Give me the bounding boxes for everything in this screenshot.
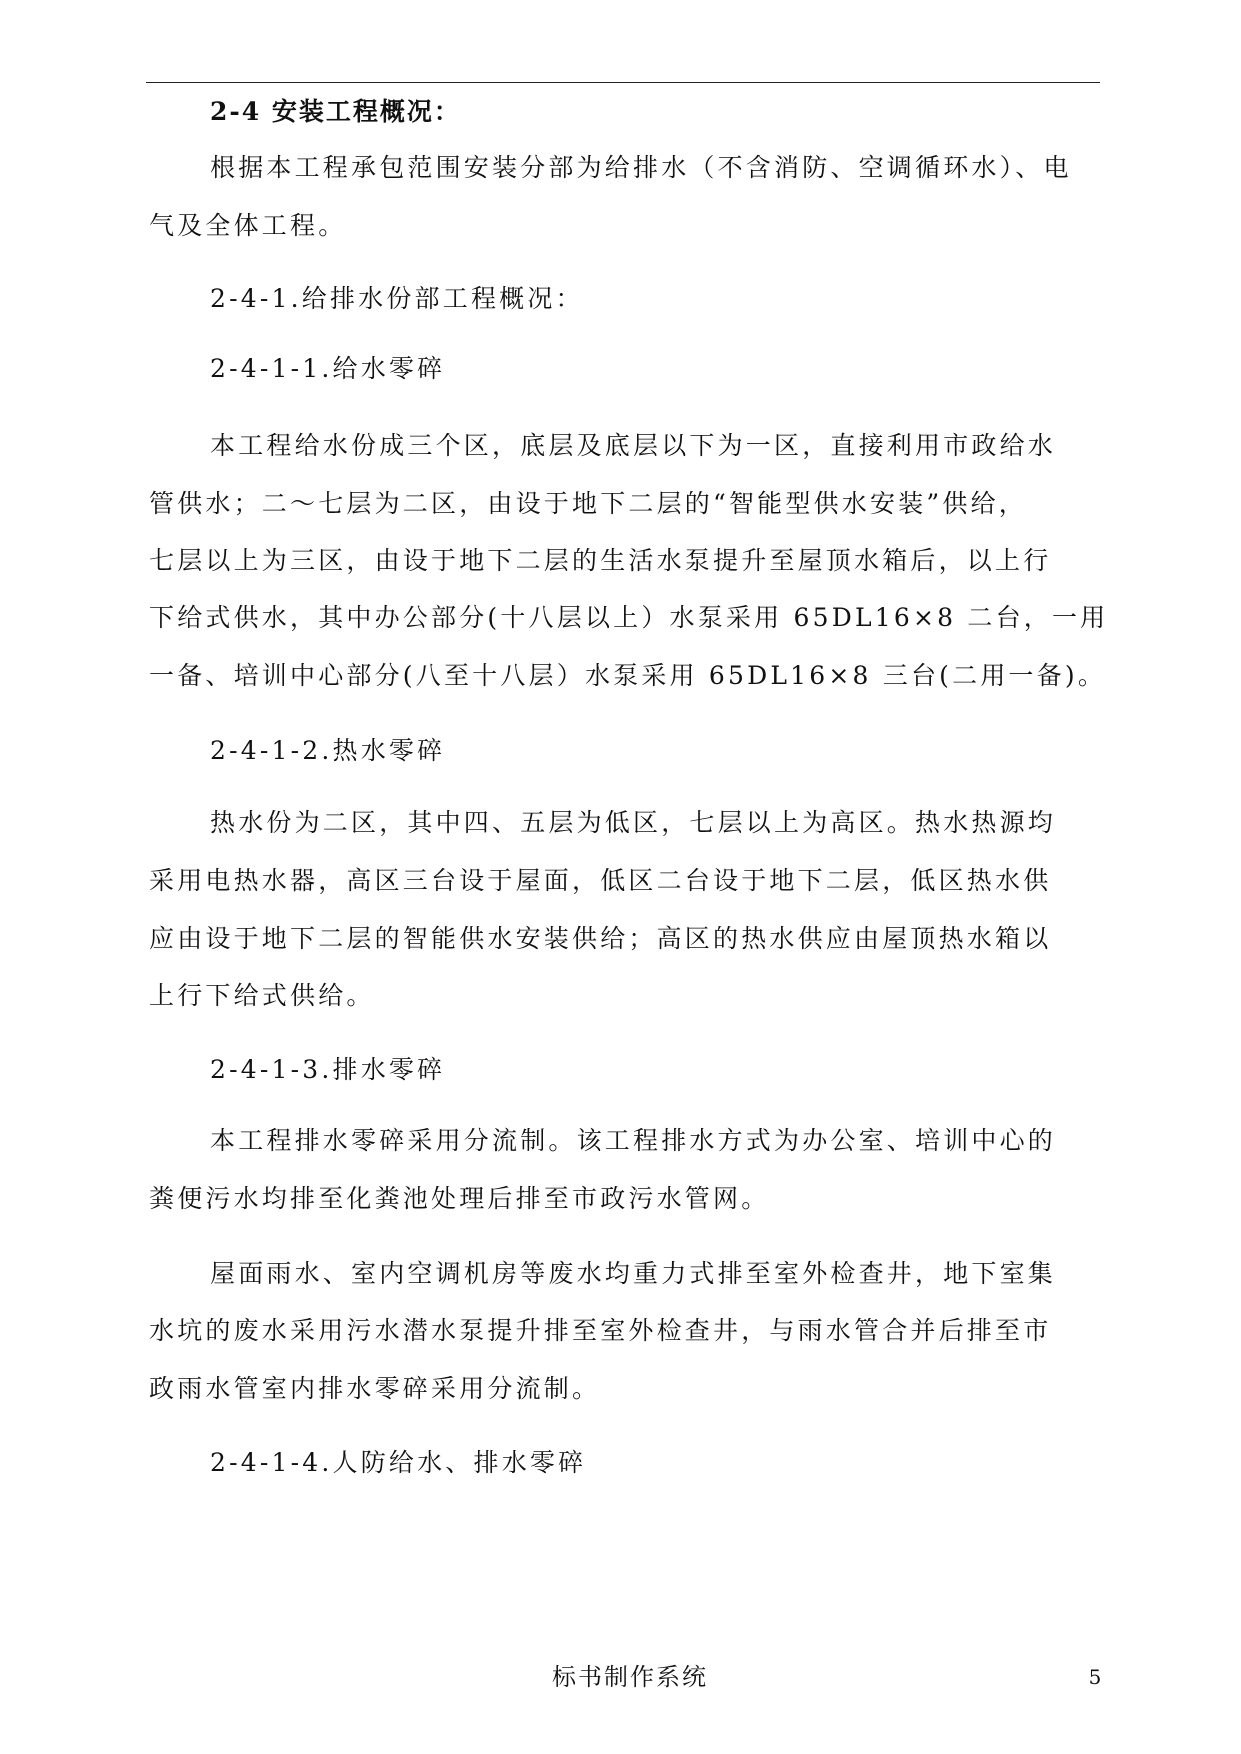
paragraph-line: 气及全体工程。 bbox=[149, 211, 347, 240]
paragraph-line: 热水份为二区，其中四、五层为低区，七层以上为高区。热水热源均 bbox=[210, 808, 1057, 837]
paragraph-line: 政雨水管室内排水零碎采用分流制。 bbox=[149, 1374, 601, 1403]
subsection-heading: 2-4-1.给排水份部工程概况： bbox=[210, 284, 584, 313]
footer-title: 标书制作系统 bbox=[552, 1663, 708, 1691]
subsection-heading: 2-4-1-1.给水零碎 bbox=[210, 354, 446, 383]
paragraph-line: 屋面雨水、室内空调机房等废水均重力式排至室外检查井，地下室集 bbox=[210, 1259, 1057, 1288]
subsection-heading: 2-4-1-4.人防给水、排水零碎 bbox=[210, 1448, 587, 1477]
paragraph-line: 水坑的废水采用污水潜水泵提升排至室外检查井，与雨水管合并后排至市 bbox=[149, 1316, 1052, 1345]
section-heading: 2-4 安装工程概况： bbox=[210, 97, 461, 126]
subsection-heading: 2-4-1-3.排水零碎 bbox=[210, 1055, 446, 1084]
paragraph-line: 粪便污水均排至化粪池处理后排至市政污水管网。 bbox=[149, 1184, 770, 1213]
paragraph-line: 采用电热水器，高区三台设于屋面，低区二台设于地下二层，低区热水供 bbox=[149, 866, 1052, 895]
paragraph-line: 管供水；二～七层为二区，由设于地下二层的“智能型供水安装”供给， bbox=[149, 489, 1027, 518]
paragraph-line: 一备、培训中心部分(八至十八层）水泵采用 65DL16×8 三台(二用一备)。 bbox=[149, 661, 1107, 690]
paragraph-line: 下给式供水，其中办公部分(十八层以上）水泵采用 65DL16×8 二台，一用 bbox=[149, 603, 1109, 632]
paragraph-line: 根据本工程承包范围安装分部为给排水（不含消防、空调循环水）、电 bbox=[210, 153, 1072, 182]
subsection-heading: 2-4-1-2.热水零碎 bbox=[210, 736, 446, 765]
paragraph-line: 应由设于地下二层的智能供水安装供给；高区的热水供应由屋顶热水箱以 bbox=[149, 924, 1052, 953]
header-rule bbox=[146, 82, 1100, 83]
paragraph-line: 上行下给式供给。 bbox=[149, 981, 375, 1010]
paragraph-line: 本工程给水份成三个区，底层及底层以下为一区，直接利用市政给水 bbox=[210, 431, 1057, 460]
page-number: 5 bbox=[1088, 1665, 1102, 1689]
paragraph-line: 本工程排水零碎采用分流制。该工程排水方式为办公室、培训中心的 bbox=[210, 1126, 1057, 1155]
paragraph-line: 七层以上为三区，由设于地下二层的生活水泵提升至屋顶水箱后，以上行 bbox=[149, 546, 1052, 575]
